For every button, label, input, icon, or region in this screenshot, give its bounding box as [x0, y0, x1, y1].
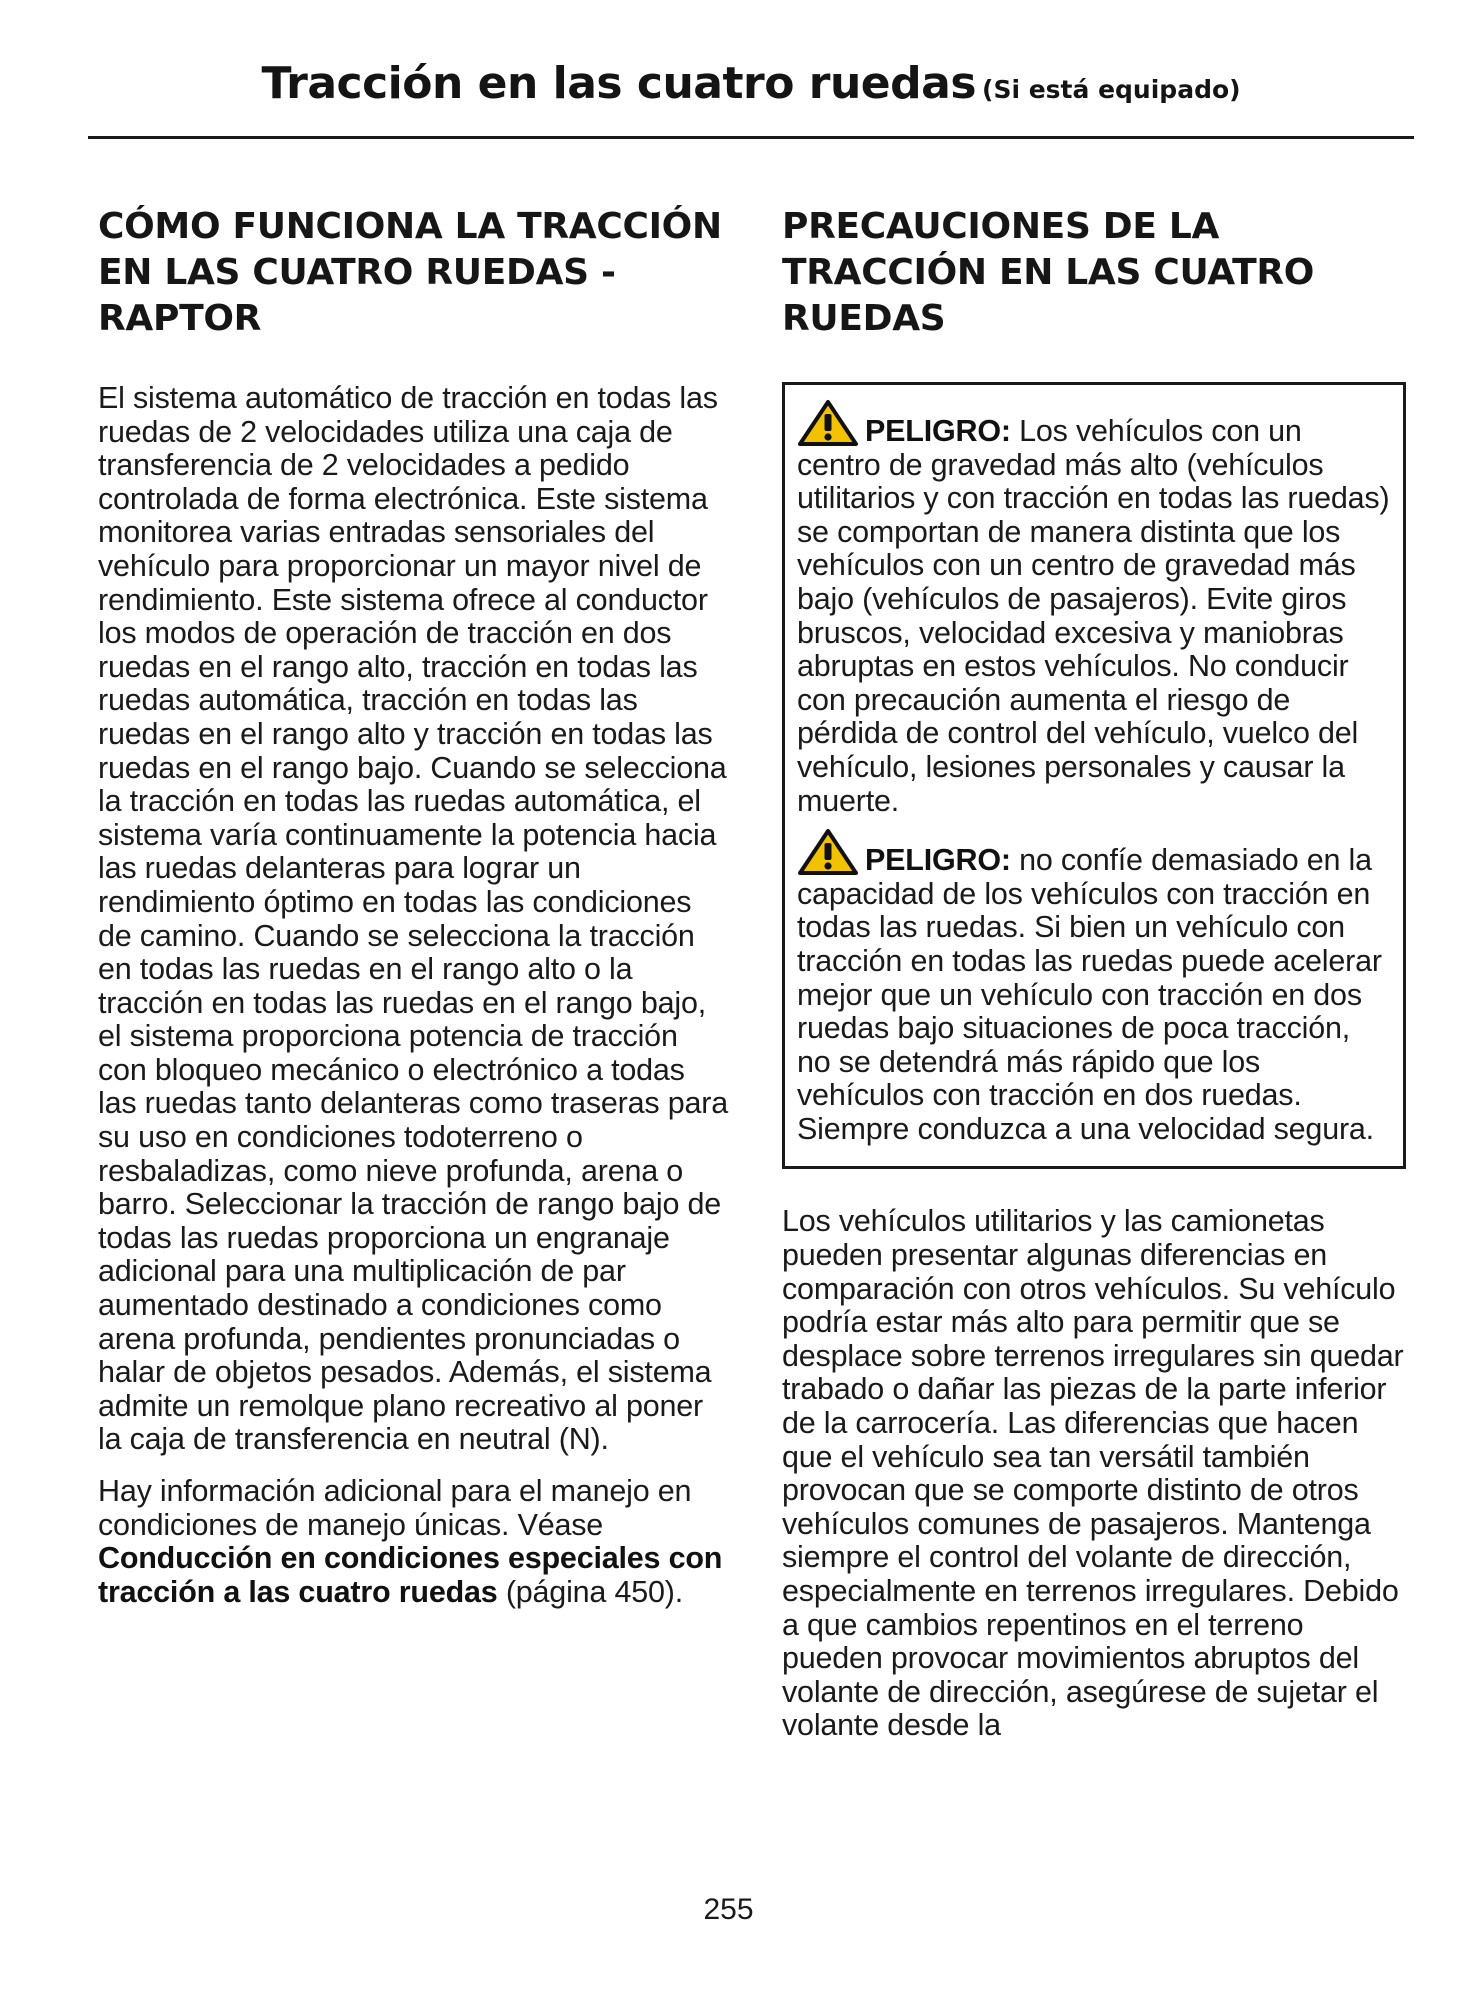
page-number: 255 [703, 1893, 754, 1926]
warning-text: no confíe demasiado en la capacidad de los vehículos con tracción en todas las ruedas. Si bien un vehículo con tracción en todas las ruedas puede acelerar mejor que un vehículo con tracción en dos ruedas bajo situaciones de poca tracción, no se detendrá más rápido que los vehículos con tracción en dos ruedas. Siempre conduzca a una velocidad segura. [797, 843, 1382, 1146]
paragraph-additional-info-end: (página 450). [505, 1574, 683, 1609]
warning-triangle-icon [797, 828, 859, 876]
paragraph-additional-info-start: Hay información adicional para el manejo en condiciones de manejo únicas. Véase [98, 1474, 692, 1542]
warning-box [782, 382, 1406, 1169]
page-subtitle: (Si está equipado) [982, 75, 1241, 104]
header-divider [88, 136, 1414, 139]
warning-text: Los vehículos con un centro de gravedad más alto (vehículos utilitarios y con tracción en todas las ruedas) se comportan de manera distinta que los vehículos con un centro de gravedad más bajo (vehículos de pasajeros). Evite giros bruscos, velocidad excesiva y maniobras abruptas en estos vehículos. No conducir con precaución aumenta el riesgo de pérdida de control del vehículo, vuelco del vehículo, lesiones personales y causar la muerte. [797, 414, 1390, 818]
section-heading-precautions: PRECAUCIONES DE LA TRACCIÓN EN LAS CUATRO RUEDAS [782, 206, 1315, 339]
paragraph-utility-vehicles: Los vehículos utilitarios y las camionetas pueden presentar algunas diferencias en comparación con otros vehículos. Su vehículo podría estar más alto para permitir que se desplace sobre terrenos irregulares sin quedar trabado o dañar las piezas de la parte inferior de la carrocería. Las diferencias que hacen que el vehículo sea tan versátil también provocan que se comporte distinto de otros vehículos comunes de pasajeros. Mantenga siempre el control del volante de dirección, especialmente en terrenos irregulares. Debido a que cambios repentinos en el terreno pueden provocar movimientos abruptos del volante de dirección, asegúrese de sujetar el volante desde la [782, 1204, 1404, 1743]
paragraph-additional-info [98, 1475, 728, 1609]
warning-triangle-icon [797, 399, 859, 447]
left-column [98, 204, 728, 1627]
right-column [782, 204, 1406, 1761]
warning-item [797, 828, 1391, 1146]
section-heading-how-it-works: CÓMO FUNCIONA LA TRACCIÓN EN LAS CUATRO RUEDAS - RAPTOR [98, 206, 722, 339]
page-title: Tracción en las cuatro ruedas [261, 58, 977, 109]
warning-label: PELIGRO: [865, 414, 1011, 448]
page-header [88, 58, 1414, 109]
warning-item [797, 399, 1391, 818]
paragraph-system-description: El sistema automático de tracción en todas las ruedas de 2 velocidades utiliza una caja de transferencia de 2 velocidades a pedido controlada de forma electrónica. Este sistema monitorea varias entradas sensoriales del vehículo para proporcionar un mayor nivel de rendimiento. Este sistema ofrece al conductor los modos de operación de tracción en dos ruedas en el rango alto, tracción en todas las ruedas automática, tracción en todas las ruedas en el rango alto y tracción en todas las ruedas en el rango bajo. Cuando se selecciona la tracción en todas las ruedas automática, el sistema varía continuamente la potencia hacia las ruedas delanteras para lograr un rendimiento óptimo en todas las condiciones de camino. Cuando se selecciona la tracción en todas las ruedas en el rango alto o la tracción en todas las ruedas en el rango bajo, el sistema proporciona potencia de tracción con bloqueo mecánico o electrónico a todas las ruedas tanto delanteras como traseras para su uso en condiciones todoterreno o resbaladizas, como nieve profunda, arena o barro. Seleccionar la tracción de rango bajo de todas las ruedas proporciona un engranaje adicional para una multiplicación de par aumentado destinado a condiciones como arena profunda, pendientes pronunciadas o halar de objetos pesados. Además, el sistema admite un remolque plano recreativo al poner la caja de transferencia en neutral (N). [98, 381, 728, 1457]
cross-reference-link[interactable]: Conducción en condiciones especiales con tracción a las cuatro ruedas [98, 1541, 723, 1609]
warning-label: PELIGRO: [865, 843, 1011, 878]
